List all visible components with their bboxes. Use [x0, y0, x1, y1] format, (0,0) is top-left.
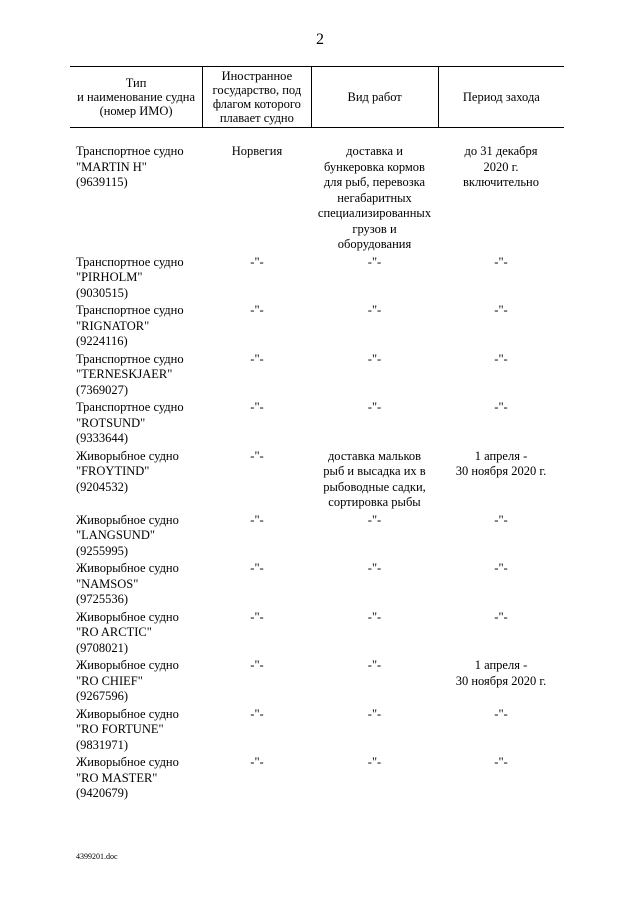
flag-cell: -"- [250, 561, 264, 575]
header-work: Вид работ [311, 67, 438, 127]
table-row [70, 303, 564, 350]
work-cell: -"- [367, 609, 382, 624]
vessel-cell: Живорыбное судно "FROYTIND" (9204532) [76, 448, 179, 494]
period-cell: -"- [494, 512, 508, 527]
flag-cell: -"- [250, 658, 264, 672]
work-cell: -"- [367, 351, 382, 366]
period-cell: -"- [494, 609, 508, 624]
period-cell: -"- [494, 254, 508, 269]
work-cell: -"- [367, 512, 382, 527]
vessel-cell: Транспортное судно "MARTIN H" (9639115) [76, 144, 184, 189]
vessel-table [70, 66, 564, 804]
vessel-cell: Транспортное судно "TERNESKJAER" (7369027) [76, 351, 184, 397]
period-cell: -"- [494, 400, 508, 414]
period-cell: до 31 декабря 2020 г. включительно [463, 144, 539, 189]
vessel-cell: Транспортное судно "ROTSUND" (9333644) [76, 400, 184, 445]
vessel-cell: Транспортное судно "RIGNATOR" (9224116) [76, 303, 184, 348]
work-cell: -"- [367, 755, 382, 769]
header-vessel: Тип и наименование судна (номер ИМО) [77, 76, 196, 118]
table-row [70, 755, 564, 802]
work-cell: доставка и бункеровка кормов для рыб, перевозка негабаритных специализированных грузов и оборудования [317, 144, 432, 251]
table-row [70, 610, 564, 657]
table-row [70, 513, 564, 560]
work-cell: -"- [367, 706, 382, 721]
period-cell: -"- [494, 303, 508, 317]
flag-cell: -"- [250, 448, 264, 463]
period-cell: -"- [494, 755, 508, 769]
table-header [70, 67, 564, 127]
table-row [70, 255, 564, 302]
work-cell: -"- [367, 658, 382, 672]
table-row [70, 658, 564, 705]
flag-cell: Норвегия [231, 144, 283, 158]
flag-cell: -"- [250, 609, 264, 624]
period-cell: 1 апреля - 30 ноября 2020 г. [455, 448, 547, 478]
vessel-cell: Живорыбное судно "RO CHIEF" (9267596) [76, 658, 179, 703]
period-cell: 1 апреля - 30 ноября 2020 г. [455, 658, 547, 688]
period-cell: -"- [494, 706, 508, 721]
period-cell: -"- [494, 561, 508, 575]
flag-cell: -"- [250, 303, 264, 317]
flag-cell: -"- [250, 254, 264, 269]
table-row [70, 144, 564, 253]
table-body [70, 128, 564, 802]
work-cell: -"- [367, 303, 382, 317]
document-footer: 4399201.doc [76, 852, 118, 861]
vessel-cell: Живорыбное судно "NAMSOS" (9725536) [76, 561, 179, 606]
flag-cell: -"- [250, 755, 264, 769]
vessel-cell: Живорыбное судно "RO MASTER" (9420679) [76, 755, 179, 800]
flag-cell: -"- [250, 351, 264, 366]
vessel-cell: Транспортное судно "PIRHOLM" (9030515) [76, 254, 184, 300]
table-row [70, 400, 564, 447]
header-flag: Иностранное государство, под флагом которого плавает судно [202, 67, 310, 127]
vessel-cell: Живорыбное судно "RO FORTUNE" (9831971) [76, 706, 179, 752]
vessel-cell: Живорыбное судно "RO ARCTIC" (9708021) [76, 609, 179, 655]
flag-cell: -"- [250, 706, 264, 721]
work-cell: -"- [367, 561, 382, 575]
work-cell: -"- [367, 400, 382, 414]
table-row [70, 449, 564, 511]
work-cell: -"- [367, 254, 382, 269]
vessel-cell: Живорыбное судно "LANGSUND" (9255995) [76, 512, 179, 558]
page-number: 2 [316, 31, 324, 48]
period-cell: -"- [494, 351, 508, 366]
work-cell: доставка мальков рыб и высадка их в рыбоводные садки, сортировка рыбы [323, 448, 426, 509]
table-row [70, 561, 564, 608]
table-row [70, 707, 564, 754]
header-period: Период захода [438, 67, 564, 127]
table-row [70, 352, 564, 399]
flag-cell: -"- [250, 512, 264, 527]
flag-cell: -"- [250, 400, 264, 414]
